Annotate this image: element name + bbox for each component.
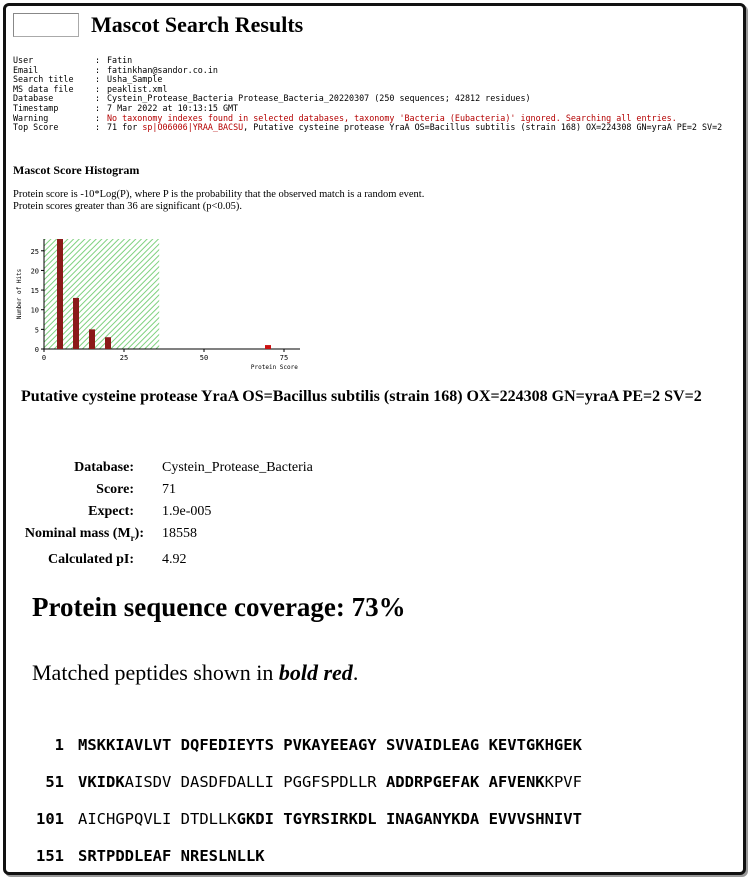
page-frame xyxy=(3,3,746,875)
histogram-bar xyxy=(89,329,95,349)
protein-sequence xyxy=(34,727,582,875)
sequence-coverage-heading: Protein sequence coverage: 73% xyxy=(32,592,406,622)
database-label: Database xyxy=(13,93,54,104)
matched-emphasis: bold red xyxy=(278,660,353,685)
histogram-title: Mascot Score Histogram xyxy=(13,163,140,177)
mass-label-text: Nominal mass (M xyxy=(24,526,131,541)
y-axis-label: Number of Hits xyxy=(16,268,23,320)
expect-prop-label: Expect: xyxy=(88,504,134,519)
y-tick-label: 15 xyxy=(30,287,39,296)
separator: : xyxy=(95,74,101,85)
matched-peptide-segment: VKIDK xyxy=(78,773,125,791)
top-score-label: Top Score xyxy=(13,122,59,133)
search-metadata xyxy=(13,56,722,133)
histogram-description xyxy=(13,189,424,213)
sequence-position: 1 xyxy=(54,736,64,754)
sequence-line xyxy=(34,727,582,764)
unmatched-segment: AICHGPQVLI DTDLLK xyxy=(78,810,237,828)
nominal-mass-label xyxy=(24,523,162,549)
unmatched-segment: KPVF xyxy=(544,773,582,791)
matched-peptide-segment: SRTPDDLEAF NRESLNLLK xyxy=(78,847,265,865)
score-prop-label: Score: xyxy=(96,482,134,497)
sequence-line xyxy=(34,764,582,801)
histogram-desc-line-1: Protein score is -10*Log(P), where P is the probability that the observed match is a random event. xyxy=(13,189,425,200)
histogram-bar xyxy=(73,298,79,349)
sequence-position: 51 xyxy=(45,773,64,791)
search-title-value: Usha_Sample xyxy=(107,74,163,85)
page-title: Mascot Search Results xyxy=(91,12,304,37)
matched-peptide-segment: GKDI TGYRSIRKDL INAGANYKDA EVVVSHNIVT xyxy=(236,810,582,828)
warning-label: Warning xyxy=(13,112,49,123)
mascot-logo-image xyxy=(13,13,79,37)
ms-file-value: peaklist.xml xyxy=(107,83,168,94)
email-value: fatinkhan@sandor.co.in xyxy=(107,64,218,75)
separator: : xyxy=(95,55,101,65)
matched-suffix: . xyxy=(352,660,359,685)
unmatched-segment: AISDV DASDFDALLI PGGFSPDLLR xyxy=(124,773,386,791)
histogram-bar xyxy=(265,345,271,349)
matched-prefix: Matched peptides shown in xyxy=(32,660,279,685)
separator: : xyxy=(95,93,101,104)
matched-peptide-segment: MSKKIAVLVT DQFEDIEYTS PVKAYEEAGY SVVAIDLEAG KEVTGKHGEK xyxy=(78,736,582,754)
protein-name-heading: Putative cysteine protease YraA OS=Bacillus subtilis (strain 168) OX=224308 GN=yraA PE=2 SV=2 xyxy=(21,388,702,405)
sequence-position: 151 xyxy=(36,847,64,865)
separator: : xyxy=(95,102,101,113)
score-histogram-chart xyxy=(13,231,313,371)
y-tick-label: 5 xyxy=(34,326,39,335)
separator: : xyxy=(95,122,101,133)
matched-peptide-segment: ADDRPGEFAK AFVENK xyxy=(385,773,545,791)
pi-prop-label: Calculated pI: xyxy=(48,551,134,567)
timestamp-value: 7 Mar 2022 at 10:13:15 GMT xyxy=(107,102,239,113)
x-tick-label: 75 xyxy=(279,354,289,362)
y-tick-label: 25 xyxy=(30,247,39,256)
database-value: Cystein_Protease_Bacteria Protease_Bacteria_20220307 (250 sequences; 42812 residues) xyxy=(107,93,531,104)
y-tick-label: 20 xyxy=(30,267,39,276)
x-axis-label: Protein Score xyxy=(250,364,298,371)
y-tick-label: 0 xyxy=(34,346,39,354)
mass-label-end: ): xyxy=(134,526,144,541)
x-tick-label: 50 xyxy=(199,354,209,362)
timestamp-label: Timestamp xyxy=(13,102,59,113)
x-tick-label: 25 xyxy=(119,354,129,362)
separator: : xyxy=(95,83,101,94)
user-value: Fatin xyxy=(107,55,133,65)
histogram-bar xyxy=(105,337,111,349)
database-prop-label: Database: xyxy=(74,460,134,475)
top-score-description: , Putative cysteine protease YraA OS=Bacillus subtilis (strain 168) OX=224308 GN=yraA PE=2 SV=2 xyxy=(243,122,723,133)
email-label: Email xyxy=(13,64,39,75)
separator: : xyxy=(95,112,101,123)
ms-file-label: MS data file xyxy=(13,83,74,94)
x-tick-label: 0 xyxy=(41,354,47,362)
warning-value: No taxonomy indexes found in selected databases, taxonomy 'Bacteria (Eubacteria)' ignored. Searching all entries. xyxy=(107,112,677,123)
sequence-line xyxy=(34,838,582,875)
expect-prop-value: 1.9e-005 xyxy=(162,504,212,519)
matched-peptides-note xyxy=(32,660,358,686)
separator: : xyxy=(95,64,101,75)
pi-prop-value: 4.92 xyxy=(162,551,187,567)
top-score-prefix: 71 for xyxy=(107,122,138,133)
y-tick-label: 10 xyxy=(30,306,39,315)
sequence-position: 101 xyxy=(36,810,64,828)
score-prop-value: 71 xyxy=(162,482,176,497)
top-score-accession-link[interactable]: sp|O06006|YRAA_BACSU xyxy=(142,122,244,133)
mass-label-sub: r xyxy=(130,532,135,543)
search-title-label: Search title xyxy=(13,74,74,85)
header xyxy=(13,12,303,38)
histogram-bar xyxy=(57,239,63,349)
nominal-mass-value: 18558 xyxy=(162,526,197,541)
histogram-desc-line-2: Protein scores greater than 36 are significant (p<0.05). xyxy=(13,201,242,212)
database-prop-value: Cystein_Protease_Bacteria xyxy=(162,460,313,475)
sequence-line xyxy=(34,801,582,838)
user-label: User xyxy=(13,55,34,65)
protein-properties xyxy=(24,457,313,571)
